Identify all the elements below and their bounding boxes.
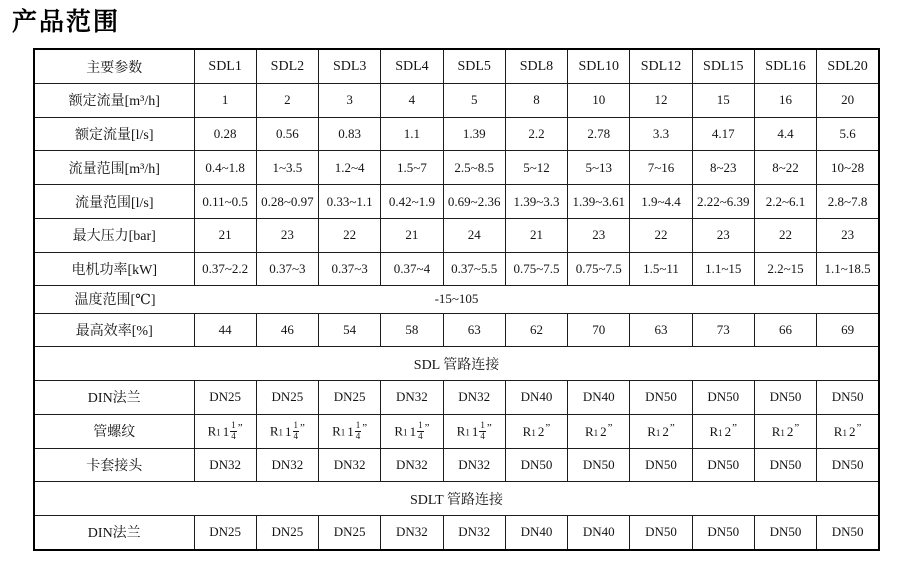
model-column-header: SDL8: [505, 49, 567, 84]
table-cell: 0.75~7.5: [568, 252, 630, 286]
table-cell: [256, 414, 318, 448]
row-label: 流量范围[l/s]: [34, 185, 194, 219]
thread-whole: 2: [724, 424, 732, 440]
table-cell: 21: [381, 218, 443, 252]
thread-sub: 1: [216, 427, 221, 438]
row-label: DIN法兰: [34, 515, 194, 550]
table-cell: 0.69~2.36: [443, 185, 505, 219]
table-cell: [630, 414, 692, 448]
table-cell: 0.42~1.9: [381, 185, 443, 219]
thread-sub: 1: [593, 428, 599, 439]
thread-whole: 1: [222, 423, 230, 439]
table-cell: 5.6: [817, 117, 879, 151]
table-cell: DN50: [817, 515, 879, 550]
table-cell: 2.8~7.8: [817, 185, 879, 219]
table-cell: 63: [630, 313, 692, 347]
table-cell: 10: [568, 84, 630, 118]
thread-whole: 1: [347, 423, 354, 439]
fraction-numerator: 1: [293, 420, 299, 431]
thread-inch-mark: ”: [300, 421, 305, 434]
table-cell: 0.37~3: [256, 252, 318, 286]
thread-prefix: R: [709, 424, 719, 440]
thread-inch-mark: ”: [362, 421, 368, 434]
thread-sub: 1: [718, 428, 723, 439]
table-cell: DN50: [630, 448, 692, 482]
table-cell: DN25: [319, 515, 381, 550]
table-cell: DN32: [381, 448, 443, 482]
table-cell: 15: [692, 84, 754, 118]
table-cell: 3.3: [630, 117, 692, 151]
merged-row-cell: [34, 286, 879, 313]
section-row: [34, 482, 879, 516]
table-cell: 2.5~8.5: [443, 151, 505, 185]
table-cell: 1.2~4: [319, 151, 381, 185]
table-cell: 5~12: [505, 151, 567, 185]
table-cell: 58: [381, 313, 443, 347]
thread-sub: 1: [531, 428, 536, 439]
thread-sub: 1: [403, 427, 408, 438]
thread-whole: 1: [285, 423, 292, 439]
table-cell: 2: [256, 84, 318, 118]
thread-prefix: R: [771, 424, 781, 440]
table-cell: 0.28: [194, 117, 256, 151]
model-column-header: SDL12: [630, 49, 692, 84]
table-cell: DN40: [568, 515, 630, 550]
model-column-header: SDL4: [381, 49, 443, 84]
table-cell: 63: [443, 313, 505, 347]
thread-inch-mark: ”: [607, 422, 613, 435]
table-cell: DN50: [692, 448, 754, 482]
table-cell: 23: [256, 218, 318, 252]
table-cell: 0.11~0.5: [194, 185, 256, 219]
thread-whole: 2: [537, 424, 545, 440]
table-cell: DN50: [754, 448, 816, 482]
table-cell: 1~3.5: [256, 151, 318, 185]
table-cell: DN50: [505, 448, 567, 482]
table-cell: DN50: [754, 515, 816, 550]
table-cell: 22: [754, 218, 816, 252]
table-cell: 8~23: [692, 151, 754, 185]
thread-prefix: R: [207, 423, 217, 439]
header-row: [34, 49, 879, 84]
row-label: 额定流量[m³/h]: [34, 84, 194, 118]
table-cell: [754, 414, 816, 448]
table-cell: DN50: [568, 448, 630, 482]
thread-inch-mark: ”: [486, 421, 492, 434]
thread-inch-mark: ”: [732, 422, 738, 435]
fraction-denominator: 4: [355, 430, 361, 441]
table-cell: 24: [443, 218, 505, 252]
table-cell: 0.56: [256, 117, 318, 151]
table-cell: 2.2~15: [754, 252, 816, 286]
table-cell: DN40: [505, 381, 567, 415]
row-label: 管螺纹: [34, 414, 194, 448]
table-cell: [194, 414, 256, 448]
table-cell: 1.1~15: [692, 252, 754, 286]
table-cell: DN50: [630, 381, 692, 415]
table-cell: 22: [319, 218, 381, 252]
merged-value: -15~105: [434, 291, 479, 307]
table-row: [34, 515, 879, 550]
table-cell: 12: [630, 84, 692, 118]
thread-prefix: R: [394, 423, 404, 439]
product-spec-table: [33, 48, 880, 551]
table-row: [34, 448, 879, 482]
table-cell: 0.33~1.1: [319, 185, 381, 219]
thread-prefix: R: [456, 423, 466, 439]
model-column-header: SDL5: [443, 49, 505, 84]
table-cell: 5: [443, 84, 505, 118]
table-cell: 22: [630, 218, 692, 252]
section-row: [34, 347, 879, 381]
table-cell: 4.17: [692, 117, 754, 151]
table-cell: 1.9~4.4: [630, 185, 692, 219]
table-row: [34, 151, 879, 185]
fraction-numerator: 1: [355, 420, 361, 431]
thread-whole: 1: [471, 423, 479, 439]
table-cell: 0.28~0.97: [256, 185, 318, 219]
table-cell: DN25: [194, 381, 256, 415]
table-cell: DN50: [692, 515, 754, 550]
table-cell: 73: [692, 313, 754, 347]
table-cell: DN32: [443, 448, 505, 482]
table-cell: 2.2: [505, 117, 567, 151]
table-cell: 70: [568, 313, 630, 347]
table-cell: 1.39~3.61: [568, 185, 630, 219]
thread-sub: 1: [780, 428, 785, 439]
table-cell: [443, 414, 505, 448]
thread-fraction: [417, 421, 424, 441]
table-cell: 2.2~6.1: [754, 185, 816, 219]
thread-prefix: R: [269, 423, 279, 439]
thread-inch-mark: ”: [545, 422, 551, 435]
table-cell: DN32: [443, 381, 505, 415]
table-cell: 62: [505, 313, 567, 347]
thread-sub: 1: [655, 428, 661, 439]
table-row: [34, 286, 879, 313]
fraction-denominator: 4: [418, 430, 423, 441]
table-cell: DN50: [754, 381, 816, 415]
product-range-table-wrap: [33, 48, 880, 551]
table-row: [34, 117, 879, 151]
table-cell: DN32: [319, 448, 381, 482]
table-cell: 1.5~7: [381, 151, 443, 185]
thread-inch-mark: ”: [669, 422, 675, 435]
table-cell: 1.39~3.3: [505, 185, 567, 219]
row-label: 温度范围[℃]: [74, 293, 156, 309]
table-cell: 23: [568, 218, 630, 252]
section-title: SDLT 管路连接: [34, 482, 879, 516]
table-cell: 1.5~11: [630, 252, 692, 286]
model-column-header: SDL16: [754, 49, 816, 84]
table-cell: DN25: [256, 381, 318, 415]
fraction-denominator: 4: [480, 430, 485, 441]
thread-sub: 1: [278, 427, 284, 438]
row-label: DIN法兰: [34, 381, 194, 415]
table-cell: [692, 414, 754, 448]
table-cell: 5~13: [568, 151, 630, 185]
table-cell: 66: [754, 313, 816, 347]
model-column-header: SDL15: [692, 49, 754, 84]
thread-prefix: R: [647, 424, 656, 440]
table-cell: 16: [754, 84, 816, 118]
table-cell: 0.37~2.2: [194, 252, 256, 286]
table-cell: 0.75~7.5: [505, 252, 567, 286]
table-cell: 8~22: [754, 151, 816, 185]
table-cell: 0.37~4: [381, 252, 443, 286]
table-cell: DN50: [692, 381, 754, 415]
table-cell: 54: [319, 313, 381, 347]
fraction-numerator: 1: [480, 420, 485, 431]
row-label: 卡套接头: [34, 448, 194, 482]
table-cell: DN32: [194, 448, 256, 482]
table-cell: 3: [319, 84, 381, 118]
thread-whole: 2: [662, 424, 669, 440]
table-cell: 44: [194, 313, 256, 347]
fraction-numerator: 1: [231, 420, 236, 431]
thread-fraction: [479, 421, 486, 441]
table-cell: 1.1~18.5: [817, 252, 879, 286]
table-row: [34, 381, 879, 415]
table-cell: 4: [381, 84, 443, 118]
table-cell: DN32: [381, 381, 443, 415]
thread-whole: 2: [786, 424, 794, 440]
table-cell: [319, 414, 381, 448]
table-cell: 21: [505, 218, 567, 252]
table-cell: DN25: [319, 381, 381, 415]
table-cell: 20: [817, 84, 879, 118]
table-cell: 21: [194, 218, 256, 252]
row-label: 额定流量[l/s]: [34, 117, 194, 151]
table-row: [34, 218, 879, 252]
page-title: 产品范围: [12, 8, 121, 36]
thread-prefix: R: [332, 423, 341, 439]
fraction-numerator: 1: [418, 420, 423, 431]
model-column-header: SDL1: [194, 49, 256, 84]
table-cell: DN25: [256, 515, 318, 550]
table-cell: 0.83: [319, 117, 381, 151]
table-cell: DN50: [817, 448, 879, 482]
table-cell: 69: [817, 313, 879, 347]
thread-prefix: R: [584, 424, 594, 440]
table-cell: 1.1: [381, 117, 443, 151]
table-cell: 23: [817, 218, 879, 252]
table-cell: DN50: [817, 381, 879, 415]
table-cell: 0.4~1.8: [194, 151, 256, 185]
table-cell: 8: [505, 84, 567, 118]
row-label: 最高效率[%]: [34, 313, 194, 347]
thread-prefix: R: [833, 424, 843, 440]
table-row: [34, 252, 879, 286]
table-cell: 10~28: [817, 151, 879, 185]
model-column-header: SDL3: [319, 49, 381, 84]
thread-inch-mark: ”: [424, 421, 430, 434]
table-row: [34, 313, 879, 347]
table-cell: 0.37~3: [319, 252, 381, 286]
table-cell: 2.78: [568, 117, 630, 151]
thread-sub: 1: [465, 427, 470, 438]
table-cell: 23: [692, 218, 754, 252]
thread-fraction: [230, 421, 237, 441]
thread-inch-mark: ”: [237, 421, 243, 434]
table-cell: 1: [194, 84, 256, 118]
table-cell: DN40: [568, 381, 630, 415]
table-cell: DN50: [630, 515, 692, 550]
table-cell: 46: [256, 313, 318, 347]
section-title: SDL 管路连接: [34, 347, 879, 381]
table-cell: [568, 414, 630, 448]
param-column-header: 主要参数: [34, 49, 194, 84]
fraction-denominator: 4: [293, 430, 299, 441]
table-cell: [817, 414, 879, 448]
row-label: 流量范围[m³/h]: [34, 151, 194, 185]
table-cell: DN40: [505, 515, 567, 550]
thread-prefix: R: [522, 424, 532, 440]
table-cell: 1.39: [443, 117, 505, 151]
table-cell: 4.4: [754, 117, 816, 151]
table-cell: DN25: [194, 515, 256, 550]
model-column-header: SDL20: [817, 49, 879, 84]
thread-whole: 1: [409, 423, 417, 439]
table-cell: 0.37~5.5: [443, 252, 505, 286]
thread-sub: 1: [340, 427, 346, 438]
table-row: [34, 185, 879, 219]
thread-fraction: [293, 421, 300, 441]
table-cell: 2.22~6.39: [692, 185, 754, 219]
thread-whole: 2: [848, 424, 856, 440]
thread-inch-mark: ”: [856, 422, 862, 435]
table-cell: 7~16: [630, 151, 692, 185]
fraction-denominator: 4: [231, 430, 236, 441]
table-cell: DN32: [443, 515, 505, 550]
thread-fraction: [355, 421, 362, 441]
row-label: 最大压力[bar]: [34, 218, 194, 252]
thread-sub: 1: [842, 428, 847, 439]
model-column-header: SDL2: [256, 49, 318, 84]
model-column-header: SDL10: [568, 49, 630, 84]
table-cell: [505, 414, 567, 448]
table-cell: DN32: [381, 515, 443, 550]
table-row: [34, 414, 879, 448]
table-cell: [381, 414, 443, 448]
table-row: [34, 84, 879, 118]
thread-whole: 2: [600, 424, 607, 440]
thread-inch-mark: ”: [794, 422, 800, 435]
row-label: 电机功率[kW]: [34, 252, 194, 286]
table-cell: DN32: [256, 448, 318, 482]
